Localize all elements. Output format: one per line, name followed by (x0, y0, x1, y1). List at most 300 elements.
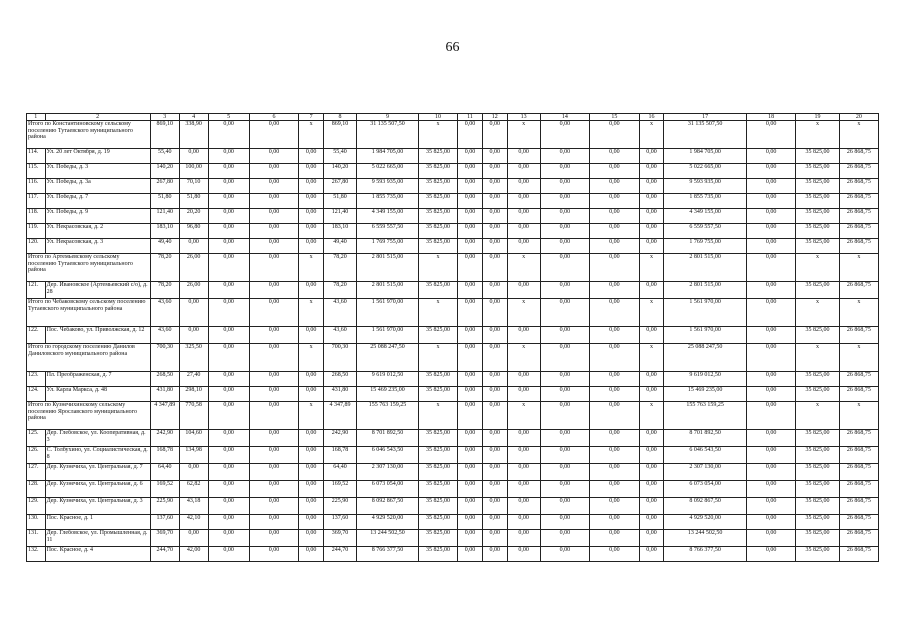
value-cell: 35 825,00 (418, 209, 457, 224)
value-cell: 0,00 (590, 224, 640, 239)
value-cell: 0,00 (507, 372, 540, 387)
subtotal-value: 869,10 (150, 121, 179, 149)
subtotal-row (27, 344, 879, 372)
value-cell: 0,00 (482, 547, 507, 562)
value-cell: 42,10 (179, 515, 208, 530)
table-row (27, 209, 879, 224)
value-cell: 0,00 (482, 239, 507, 254)
value-cell: 0,00 (540, 530, 590, 547)
value-cell: 8 092 867,50 (357, 498, 419, 515)
value-cell: 0,00 (482, 372, 507, 387)
value-cell: 0,00 (249, 515, 299, 530)
value-cell: 0,00 (249, 282, 299, 299)
value-cell: 0,00 (746, 327, 796, 344)
value-cell: 35 825,00 (418, 464, 457, 481)
value-cell: 51,80 (150, 194, 179, 209)
value-cell: 35 825,00 (418, 164, 457, 179)
value-cell: 0,00 (458, 149, 483, 164)
value-cell: 0,00 (458, 530, 483, 547)
value-cell: 0,00 (482, 179, 507, 194)
value-cell: 0,00 (208, 149, 249, 164)
address-cell: Пл. Преображенская, д. 7 (45, 372, 150, 387)
value-cell: 0,00 (590, 547, 640, 562)
value-cell: 35 825,00 (418, 149, 457, 164)
value-cell: 0,00 (639, 179, 664, 194)
subtotal-value: 78,20 (324, 254, 357, 282)
value-cell: 0,00 (458, 498, 483, 515)
value-cell: 35 825,00 (418, 224, 457, 239)
subtotal-label: Итого по Артемьевскому сельскому поселению Тутаевского муниципального района (27, 254, 151, 282)
value-cell: 0,00 (458, 547, 483, 562)
value-cell: 0,00 (482, 194, 507, 209)
value-cell: 0,00 (458, 179, 483, 194)
value-cell: 8 766 377,50 (357, 547, 419, 562)
value-cell: 35 825,00 (418, 179, 457, 194)
value-cell: 0,00 (507, 481, 540, 498)
value-cell: 8 092 867,50 (664, 498, 747, 515)
subtotal-value: 0,00 (590, 254, 640, 282)
value-cell: 35 825,00 (418, 327, 457, 344)
value-cell: 0,00 (208, 464, 249, 481)
value-cell: 0,00 (540, 430, 590, 447)
subtotal-value: x (299, 402, 324, 430)
value-cell: 0,00 (540, 447, 590, 464)
value-cell: 35 825,00 (796, 194, 839, 209)
value-cell: 13 244 502,50 (357, 530, 419, 547)
value-cell: 0,00 (507, 327, 540, 344)
subtotal-value: 700,30 (150, 344, 179, 372)
subtotal-value: 700,30 (324, 344, 357, 372)
value-cell: 78,20 (150, 282, 179, 299)
value-cell: 35 825,00 (796, 327, 839, 344)
table-row (27, 239, 879, 254)
value-cell: 1 855 735,00 (357, 194, 419, 209)
value-cell: 0,00 (540, 164, 590, 179)
value-cell: 0,00 (299, 447, 324, 464)
address-cell: Ул. Некрасовская, д. 3 (45, 239, 150, 254)
value-cell: 0,00 (208, 515, 249, 530)
subtotal-value: x (839, 254, 878, 282)
value-cell: 0,00 (208, 530, 249, 547)
subtotal-value: 31 135 507,50 (664, 121, 747, 149)
row-number: 123. (27, 372, 46, 387)
subtotal-value: x (639, 121, 664, 149)
subtotal-value: 0,00 (458, 121, 483, 149)
value-cell: 49,40 (150, 239, 179, 254)
address-cell: Ул. Карла Маркса, д. 48 (45, 387, 150, 402)
value-cell: 0,00 (458, 430, 483, 447)
value-cell: 0,00 (540, 224, 590, 239)
value-cell: 8 701 892,50 (357, 430, 419, 447)
address-cell: Дер. Кузнечиха, ул. Центральная, д. 7 (45, 464, 150, 481)
value-cell: 27,40 (179, 372, 208, 387)
value-cell: 0,00 (590, 149, 640, 164)
row-number: 127. (27, 464, 46, 481)
value-cell: 0,00 (208, 239, 249, 254)
subtotal-value: 0,00 (746, 402, 796, 430)
subtotal-value: x (418, 254, 457, 282)
value-cell: 26 868,75 (839, 447, 878, 464)
value-cell: 0,00 (590, 179, 640, 194)
value-cell: 0,00 (746, 149, 796, 164)
value-cell: 35 825,00 (796, 209, 839, 224)
subtotal-value: 4 347,89 (324, 402, 357, 430)
value-cell: 0,00 (482, 430, 507, 447)
column-number: 20 (839, 114, 878, 121)
value-cell: 43,60 (150, 327, 179, 344)
value-cell: 0,00 (179, 149, 208, 164)
subtotal-value: 0,00 (746, 299, 796, 327)
value-cell: 0,00 (482, 498, 507, 515)
row-number: 120. (27, 239, 46, 254)
value-cell: 9 593 935,00 (664, 179, 747, 194)
value-cell: 2 801 515,00 (357, 282, 419, 299)
subtotal-value: x (639, 254, 664, 282)
value-cell: 1 561 970,00 (357, 327, 419, 344)
subtotal-value: x (639, 402, 664, 430)
value-cell: 100,00 (179, 164, 208, 179)
value-cell: 244,70 (324, 547, 357, 562)
value-cell: 0,00 (540, 464, 590, 481)
value-cell: 0,00 (299, 547, 324, 562)
value-cell: 0,00 (458, 209, 483, 224)
value-cell: 0,00 (590, 447, 640, 464)
subtotal-value: 43,60 (150, 299, 179, 327)
subtotal-value: 43,60 (324, 299, 357, 327)
value-cell: 169,52 (324, 481, 357, 498)
value-cell: 1 984 705,00 (357, 149, 419, 164)
value-cell: 0,00 (299, 224, 324, 239)
subtotal-value: 0,00 (540, 254, 590, 282)
column-number: 11 (458, 114, 483, 121)
subtotal-value: x (507, 344, 540, 372)
subtotal-value: 0,00 (746, 344, 796, 372)
value-cell: 1 984 705,00 (664, 149, 747, 164)
value-cell: 0,00 (540, 372, 590, 387)
value-cell: 55,40 (324, 149, 357, 164)
value-cell: 26 868,75 (839, 327, 878, 344)
value-cell: 6 073 054,00 (357, 481, 419, 498)
value-cell: 0,00 (507, 430, 540, 447)
value-cell: 0,00 (590, 282, 640, 299)
value-cell: 26 868,75 (839, 164, 878, 179)
value-cell: 64,40 (150, 464, 179, 481)
subtotal-value: 0,00 (458, 254, 483, 282)
subtotal-value: 25 088 247,50 (357, 344, 419, 372)
value-cell: 0,00 (179, 239, 208, 254)
value-cell: 0,00 (540, 481, 590, 498)
subtotal-value: 0,00 (208, 254, 249, 282)
value-cell: 0,00 (507, 149, 540, 164)
value-cell: 0,00 (507, 224, 540, 239)
value-cell: 242,90 (324, 430, 357, 447)
value-cell: 244,70 (150, 547, 179, 562)
value-cell: 0,00 (746, 481, 796, 498)
value-cell: 0,00 (249, 327, 299, 344)
value-cell: 26 868,75 (839, 515, 878, 530)
value-cell: 0,00 (639, 498, 664, 515)
row-number: 131. (27, 530, 46, 547)
value-cell: 0,00 (299, 164, 324, 179)
value-cell: 43,60 (324, 327, 357, 344)
address-cell: Дер. Кузнечиха, ул. Центральная, д. 6 (45, 481, 150, 498)
value-cell: 0,00 (249, 239, 299, 254)
value-cell: 35 825,00 (796, 498, 839, 515)
value-cell: 225,90 (150, 498, 179, 515)
value-cell: 0,00 (458, 515, 483, 530)
value-cell: 0,00 (540, 498, 590, 515)
value-cell: 0,00 (458, 464, 483, 481)
value-cell: 35 825,00 (796, 282, 839, 299)
subtotal-value: 0,00 (540, 402, 590, 430)
row-number: 128. (27, 481, 46, 498)
value-cell: 0,00 (746, 515, 796, 530)
value-cell: 0,00 (249, 194, 299, 209)
subtotal-value: x (839, 344, 878, 372)
value-cell: 0,00 (482, 149, 507, 164)
value-cell: 35 825,00 (796, 224, 839, 239)
address-cell: Ул. Некрасовская, д. 2 (45, 224, 150, 239)
subtotal-row (27, 402, 879, 430)
value-cell: 0,00 (299, 498, 324, 515)
value-cell: 0,00 (249, 387, 299, 402)
value-cell: 0,00 (482, 464, 507, 481)
value-cell: 0,00 (507, 179, 540, 194)
value-cell: 0,00 (507, 530, 540, 547)
value-cell: 0,00 (540, 282, 590, 299)
value-cell: 0,00 (507, 239, 540, 254)
value-cell: 0,00 (540, 547, 590, 562)
subtotal-value: 0,00 (249, 254, 299, 282)
value-cell: 0,00 (179, 327, 208, 344)
value-cell: 0,00 (746, 464, 796, 481)
value-cell: 0,00 (299, 194, 324, 209)
subtotal-value: 770,58 (179, 402, 208, 430)
value-cell: 121,40 (150, 209, 179, 224)
value-cell: 51,80 (179, 194, 208, 209)
value-cell: 369,70 (150, 530, 179, 547)
value-cell: 0,00 (590, 481, 640, 498)
subtotal-value: 338,90 (179, 121, 208, 149)
value-cell: 62,82 (179, 481, 208, 498)
value-cell: 6 559 557,50 (664, 224, 747, 239)
value-cell: 26 868,75 (839, 530, 878, 547)
value-cell: 0,00 (208, 179, 249, 194)
value-cell: 35 825,00 (418, 430, 457, 447)
value-cell: 15 469 235,00 (357, 387, 419, 402)
value-cell: 431,80 (150, 387, 179, 402)
value-cell: 0,00 (590, 372, 640, 387)
value-cell: 0,00 (179, 464, 208, 481)
value-cell: 35 825,00 (418, 498, 457, 515)
value-cell: 0,00 (540, 149, 590, 164)
subtotal-value: 0,00 (249, 402, 299, 430)
value-cell: 35 825,00 (418, 194, 457, 209)
value-cell: 0,00 (540, 179, 590, 194)
subtotal-label: Итого по Кузнечихинскому сельскому поселению Ярославского муниципального района (27, 402, 151, 430)
column-number: 6 (249, 114, 299, 121)
value-cell: 0,00 (299, 530, 324, 547)
value-cell: 26 868,75 (839, 481, 878, 498)
value-cell: 0,00 (639, 464, 664, 481)
value-cell: 0,00 (249, 481, 299, 498)
subtotal-value: 0,00 (179, 299, 208, 327)
value-cell: 183,10 (324, 224, 357, 239)
subtotal-label: Итого по Константиновскому сельскому поселению Тутаевского муниципального района (27, 121, 151, 149)
value-cell: 0,00 (482, 327, 507, 344)
value-cell: 0,00 (507, 447, 540, 464)
value-cell: 0,00 (590, 464, 640, 481)
value-cell: 268,50 (150, 372, 179, 387)
value-cell: 20,20 (179, 209, 208, 224)
value-cell: 0,00 (208, 209, 249, 224)
value-cell: 0,00 (639, 149, 664, 164)
table-row (27, 372, 879, 387)
row-number: 122. (27, 327, 46, 344)
value-cell: 267,80 (150, 179, 179, 194)
subtotal-value: 0,00 (590, 344, 640, 372)
value-cell: 0,00 (746, 224, 796, 239)
value-cell: 0,00 (299, 282, 324, 299)
table-row (27, 387, 879, 402)
subtotal-row (27, 254, 879, 282)
address-cell: Пос. Красное, д. 1 (45, 515, 150, 530)
page-number: 66 (445, 40, 460, 55)
subtotal-value: 0,00 (208, 121, 249, 149)
subtotal-value: 869,10 (324, 121, 357, 149)
value-cell: 0,00 (540, 515, 590, 530)
value-cell: 35 825,00 (796, 164, 839, 179)
value-cell: 0,00 (208, 447, 249, 464)
value-cell: 431,80 (324, 387, 357, 402)
table-row (27, 498, 879, 515)
value-cell: 168,78 (150, 447, 179, 464)
address-cell: Ул. Победы, д. 3 (45, 164, 150, 179)
value-cell: 0,00 (299, 464, 324, 481)
value-cell: 0,00 (639, 430, 664, 447)
value-cell: 0,00 (639, 224, 664, 239)
value-cell: 267,80 (324, 179, 357, 194)
subtotal-value: x (796, 254, 839, 282)
value-cell: 0,00 (590, 327, 640, 344)
column-number: 19 (796, 114, 839, 121)
subtotal-value: 0,00 (458, 402, 483, 430)
table-row (27, 179, 879, 194)
value-cell: 9 619 012,50 (357, 372, 419, 387)
row-number: 118. (27, 209, 46, 224)
value-cell: 26 868,75 (839, 372, 878, 387)
value-cell: 104,60 (179, 430, 208, 447)
value-cell: 0,00 (540, 327, 590, 344)
value-cell: 0,00 (639, 530, 664, 547)
value-cell: 26 868,75 (839, 498, 878, 515)
subtotal-value: 0,00 (458, 299, 483, 327)
subtotal-value: x (507, 402, 540, 430)
subtotal-value: 325,50 (179, 344, 208, 372)
value-cell: 26 868,75 (839, 282, 878, 299)
value-cell: 0,00 (482, 530, 507, 547)
value-cell: 0,00 (746, 372, 796, 387)
value-cell: 96,80 (179, 224, 208, 239)
value-cell: 0,00 (482, 447, 507, 464)
value-cell: 0,00 (746, 179, 796, 194)
subtotal-value: x (418, 344, 457, 372)
value-cell: 0,00 (639, 239, 664, 254)
value-cell: 0,00 (507, 515, 540, 530)
value-cell: 35 825,00 (796, 530, 839, 547)
value-cell: 0,00 (639, 194, 664, 209)
column-number: 3 (150, 114, 179, 121)
value-cell: 1 769 755,00 (664, 239, 747, 254)
value-cell: 0,00 (540, 209, 590, 224)
table-row (27, 547, 879, 562)
subtotal-value: 31 135 507,50 (357, 121, 419, 149)
subtotal-value: 155 763 159,25 (664, 402, 747, 430)
value-cell: 0,00 (208, 282, 249, 299)
table-row (27, 515, 879, 530)
subtotal-value: x (299, 254, 324, 282)
value-cell: 0,00 (299, 179, 324, 194)
value-cell: 0,00 (746, 447, 796, 464)
value-cell: 0,00 (249, 164, 299, 179)
column-number: 1 (27, 114, 46, 121)
value-cell: 0,00 (507, 209, 540, 224)
row-number: 125. (27, 430, 46, 447)
value-cell: 35 825,00 (418, 447, 457, 464)
value-cell: 0,00 (482, 387, 507, 402)
address-cell: Дер. Ивановское (Артемьевский с/о), д. 28 (45, 282, 150, 299)
value-cell: 49,40 (324, 239, 357, 254)
column-number-row (27, 114, 879, 121)
value-cell: 0,00 (540, 387, 590, 402)
value-cell: 0,00 (458, 447, 483, 464)
subtotal-label: Итого по Чебаковскому сельскому поселению Тутаевского муниципального района (27, 299, 151, 327)
value-cell: 0,00 (746, 498, 796, 515)
value-cell: 0,00 (208, 327, 249, 344)
value-cell: 35 825,00 (418, 387, 457, 402)
subtotal-value: x (796, 299, 839, 327)
subtotal-value: 0,00 (482, 299, 507, 327)
column-number: 9 (357, 114, 419, 121)
subtotal-value: 0,00 (208, 344, 249, 372)
column-number: 18 (746, 114, 796, 121)
subtotal-value: x (639, 344, 664, 372)
value-cell: 0,00 (458, 224, 483, 239)
value-cell: 0,00 (482, 209, 507, 224)
value-cell: 8 766 377,50 (664, 547, 747, 562)
value-cell: 0,00 (590, 387, 640, 402)
subtotal-value: x (796, 344, 839, 372)
value-cell: 0,00 (249, 430, 299, 447)
value-cell: 168,78 (324, 447, 357, 464)
column-number: 8 (324, 114, 357, 121)
value-cell: 0,00 (299, 239, 324, 254)
value-cell: 0,00 (507, 464, 540, 481)
subtotal-value: x (507, 121, 540, 149)
subtotal-value: 155 763 159,25 (357, 402, 419, 430)
value-cell: 0,00 (299, 387, 324, 402)
column-number: 17 (664, 114, 747, 121)
value-cell: 0,00 (590, 194, 640, 209)
subtotal-value: x (796, 121, 839, 149)
value-cell: 0,00 (249, 464, 299, 481)
table-row (27, 430, 879, 447)
value-cell: 35 825,00 (418, 239, 457, 254)
value-cell: 0,00 (639, 327, 664, 344)
row-number: 117. (27, 194, 46, 209)
column-number: 5 (208, 114, 249, 121)
subtotal-value: 0,00 (249, 344, 299, 372)
